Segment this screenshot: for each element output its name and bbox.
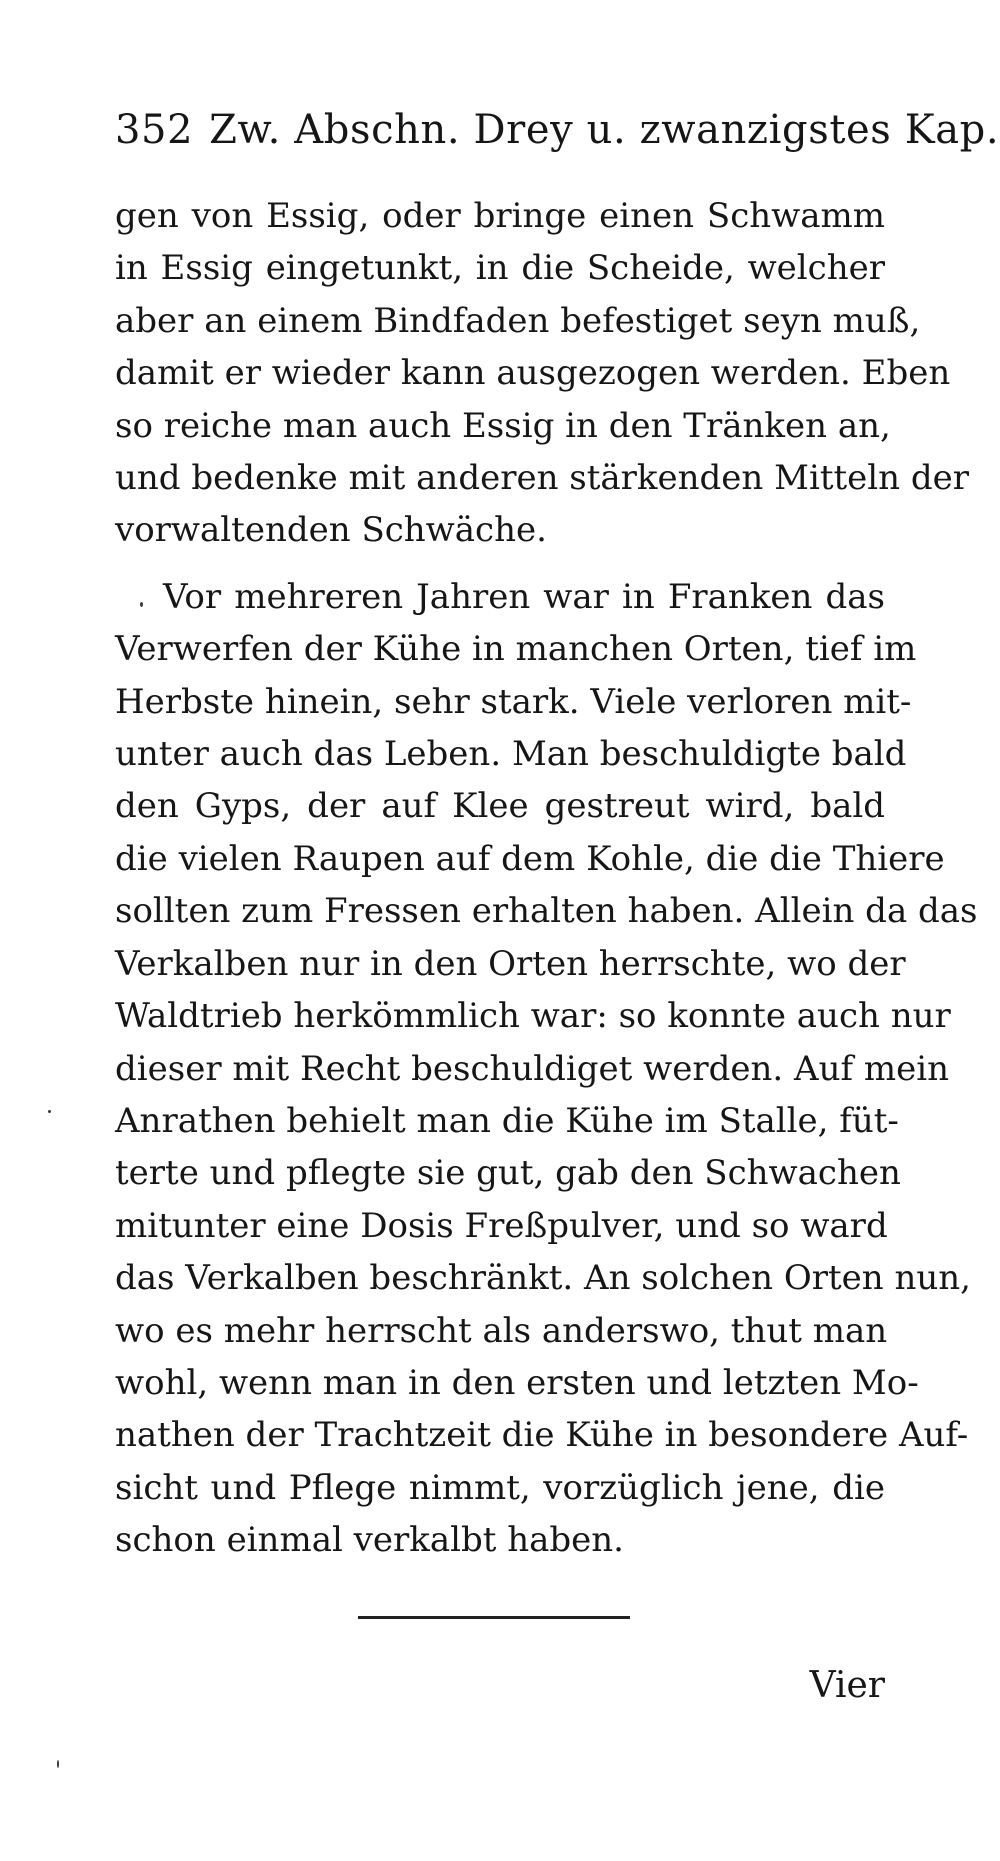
catchword: Vier: [809, 1665, 885, 1706]
text-line: gen von Essig, oder bringe einen Schwamm: [115, 196, 885, 236]
paper-speck: [57, 1760, 59, 1768]
text-line: sicht und Pflege nimmt, vorzüglich jene, die: [115, 1467, 885, 1508]
text-line: Verwerfen der Kühe in manchen Orten, tief im: [115, 629, 917, 670]
page-number: 352: [115, 107, 194, 153]
text-line: dieser mit Recht beschuldiget werden. Auf mein: [115, 1048, 949, 1089]
text-line: in Essig eingetunkt, in die Scheide, welcher: [115, 248, 885, 289]
text-line: nathen der Trachtzeit die Kühe in besondere Auf-: [115, 1415, 969, 1456]
text-line: Waldtrieb herkömmlich war: so konnte auch nur: [115, 996, 951, 1037]
text-line: aber an einem Bindfaden befestiget seyn muß,: [115, 300, 921, 341]
running-head: Zw. Abschn. Drey u. zwanzigstes Kap.: [209, 107, 1000, 153]
text-line: unter auch das Leben. Man beschuldigte bald: [115, 734, 907, 775]
text-line-last: vorwaltenden Schwäche.: [115, 510, 547, 551]
text-line: damit er wieder kann ausgezogen werden. Eben: [115, 353, 951, 394]
text-line: den Gyps, der auf Klee gestreut wird, bald: [115, 786, 885, 827]
paper-speck: [48, 1110, 51, 1113]
paragraph-gap: [115, 557, 885, 571]
text-line: wohl, wenn man in den ersten und letzten Mo-: [115, 1362, 919, 1403]
text-line: das Verkalben beschränkt. An solchen Orten nun,: [115, 1258, 971, 1299]
paper-speck: [140, 602, 143, 607]
page-header: [115, 100, 1000, 160]
text-line: Anrathen behielt man die Kühe im Stalle, füt-: [115, 1100, 899, 1141]
text-line: mitunter eine Dosis Freßpulver, und so ward: [115, 1205, 888, 1246]
text-line-last: schon einmal verkalbt haben.: [115, 1520, 624, 1561]
text-line-first: Vor mehreren Jahren war in Franken das: [163, 576, 885, 617]
body-text: [115, 190, 978, 1567]
paragraph-1: [115, 190, 969, 557]
text-line: wo es mehr herrscht als anderswo, thut man: [115, 1310, 888, 1351]
paragraph-2: [115, 571, 978, 1567]
text-line: und bedenke mit anderen stärkenden Mitteln der: [115, 458, 969, 499]
text-line: so reiche man auch Essig in den Tränken an,: [115, 405, 891, 446]
text-line: die vielen Raupen auf dem Kohle, die die Thiere: [115, 838, 945, 879]
section-end-rule: [358, 1616, 630, 1619]
text-line: Herbste hinein, sehr stark. Viele verloren mit-: [115, 681, 912, 722]
text-line: sollten zum Fressen erhalten haben. Allein da das: [115, 891, 978, 932]
text-line: terte und pflegte sie gut, gab den Schwachen: [115, 1153, 901, 1194]
text-line: Verkalben nur in den Orten herrschte, wo der: [115, 943, 906, 984]
